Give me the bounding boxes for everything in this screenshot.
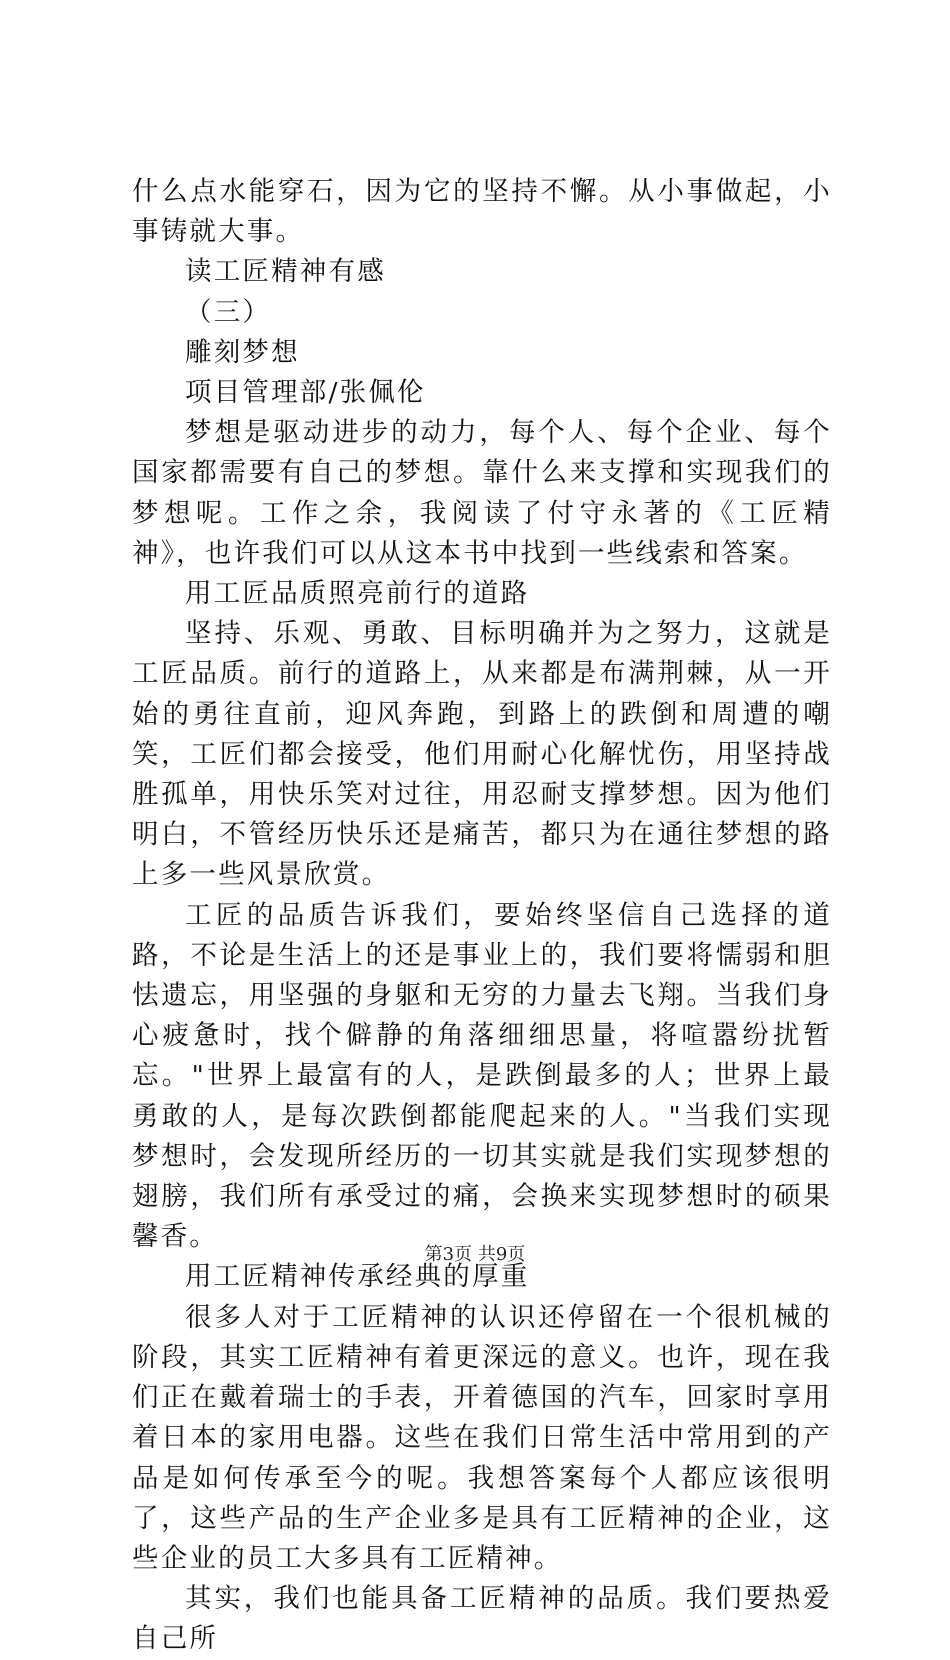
paragraph: 工匠的品质告诉我们，要始终坚信自己选择的道路，不论是生活上的还是事业上的，我们要将懦弱和胆怯遗忘，用坚强的身躯和无穷的力量去飞翔。当我们身心疲惫时，找个僻静的角落细细思量，将喧嚣纷扰暂忘。"世界上最富有的人，是跌倒最多的人；世界上最勇敢的人，是每次跌倒都能爬起来的人。"当我们实现梦想时，会发现所经历的一切其实就是我们实现梦想的翅膀，我们所有承受过的痛，会换来实现梦想时的硕果馨香。 bbox=[132, 899, 832, 1253]
paragraph-truncated: 其实，我们也能具备工匠精神的品质。我们要热爱自己所 bbox=[132, 1583, 832, 1655]
section-heading: 用工匠精神传承经典的厚重 bbox=[185, 1261, 530, 1293]
essay-title: 读工匠精神有感 bbox=[185, 256, 386, 288]
author-line: 项目管理部/张佩伦 bbox=[185, 377, 426, 409]
paragraph: 很多人对于工匠精神的认识还停留在一个很机械的阶段，其实工匠精神有着更深远的意义。也许，现在我们正在戴着瑞士的手表，开着德国的汽车，回家时享用着日本的家用电器。这些在我们日常生活中常用到的产品是如何传承至今的呢。我想答案每个人都应该很明了，这些产品的生产企业多是具有工匠精神的企业，这些企业的员工大多具有工匠精神。 bbox=[132, 1301, 832, 1574]
paragraph: 梦想是驱动进步的动力，每个人、每个企业、每个国家都需要有自己的梦想。靠什么来支撑和实现我们的梦想呢。工作之余，我阅读了付守永著的《工匠精神》，也许我们可以从这本书中找到一些线索和答案。 bbox=[132, 417, 832, 569]
paragraph-continuation: 什么点水能穿石，因为它的坚持不懈。从小事做起，小事铸就大事。 bbox=[132, 176, 832, 248]
section-heading: 用工匠品质照亮前行的道路 bbox=[185, 578, 530, 610]
page-footer: 第3页 共9页 bbox=[424, 1244, 526, 1265]
essay-number: （三） bbox=[185, 296, 272, 328]
paragraph: 坚持、乐观、勇敢、目标明确并为之努力，这就是工匠品质。前行的道路上，从来都是布满荆棘，从一开始的勇往直前，迎风奔跑，到路上的跌倒和周遭的嘲笑，工匠们都会接受，他们用耐心化解忧伤，用坚持战胜孤单，用快乐笑对过往，用忍耐支撑梦想。因为他们明白，不管经历快乐还是痛苦，都只为在通往梦想的路上多一些风景欣赏。 bbox=[132, 618, 832, 891]
document-body bbox=[132, 172, 832, 1660]
essay-subtitle: 雕刻梦想 bbox=[185, 336, 300, 368]
